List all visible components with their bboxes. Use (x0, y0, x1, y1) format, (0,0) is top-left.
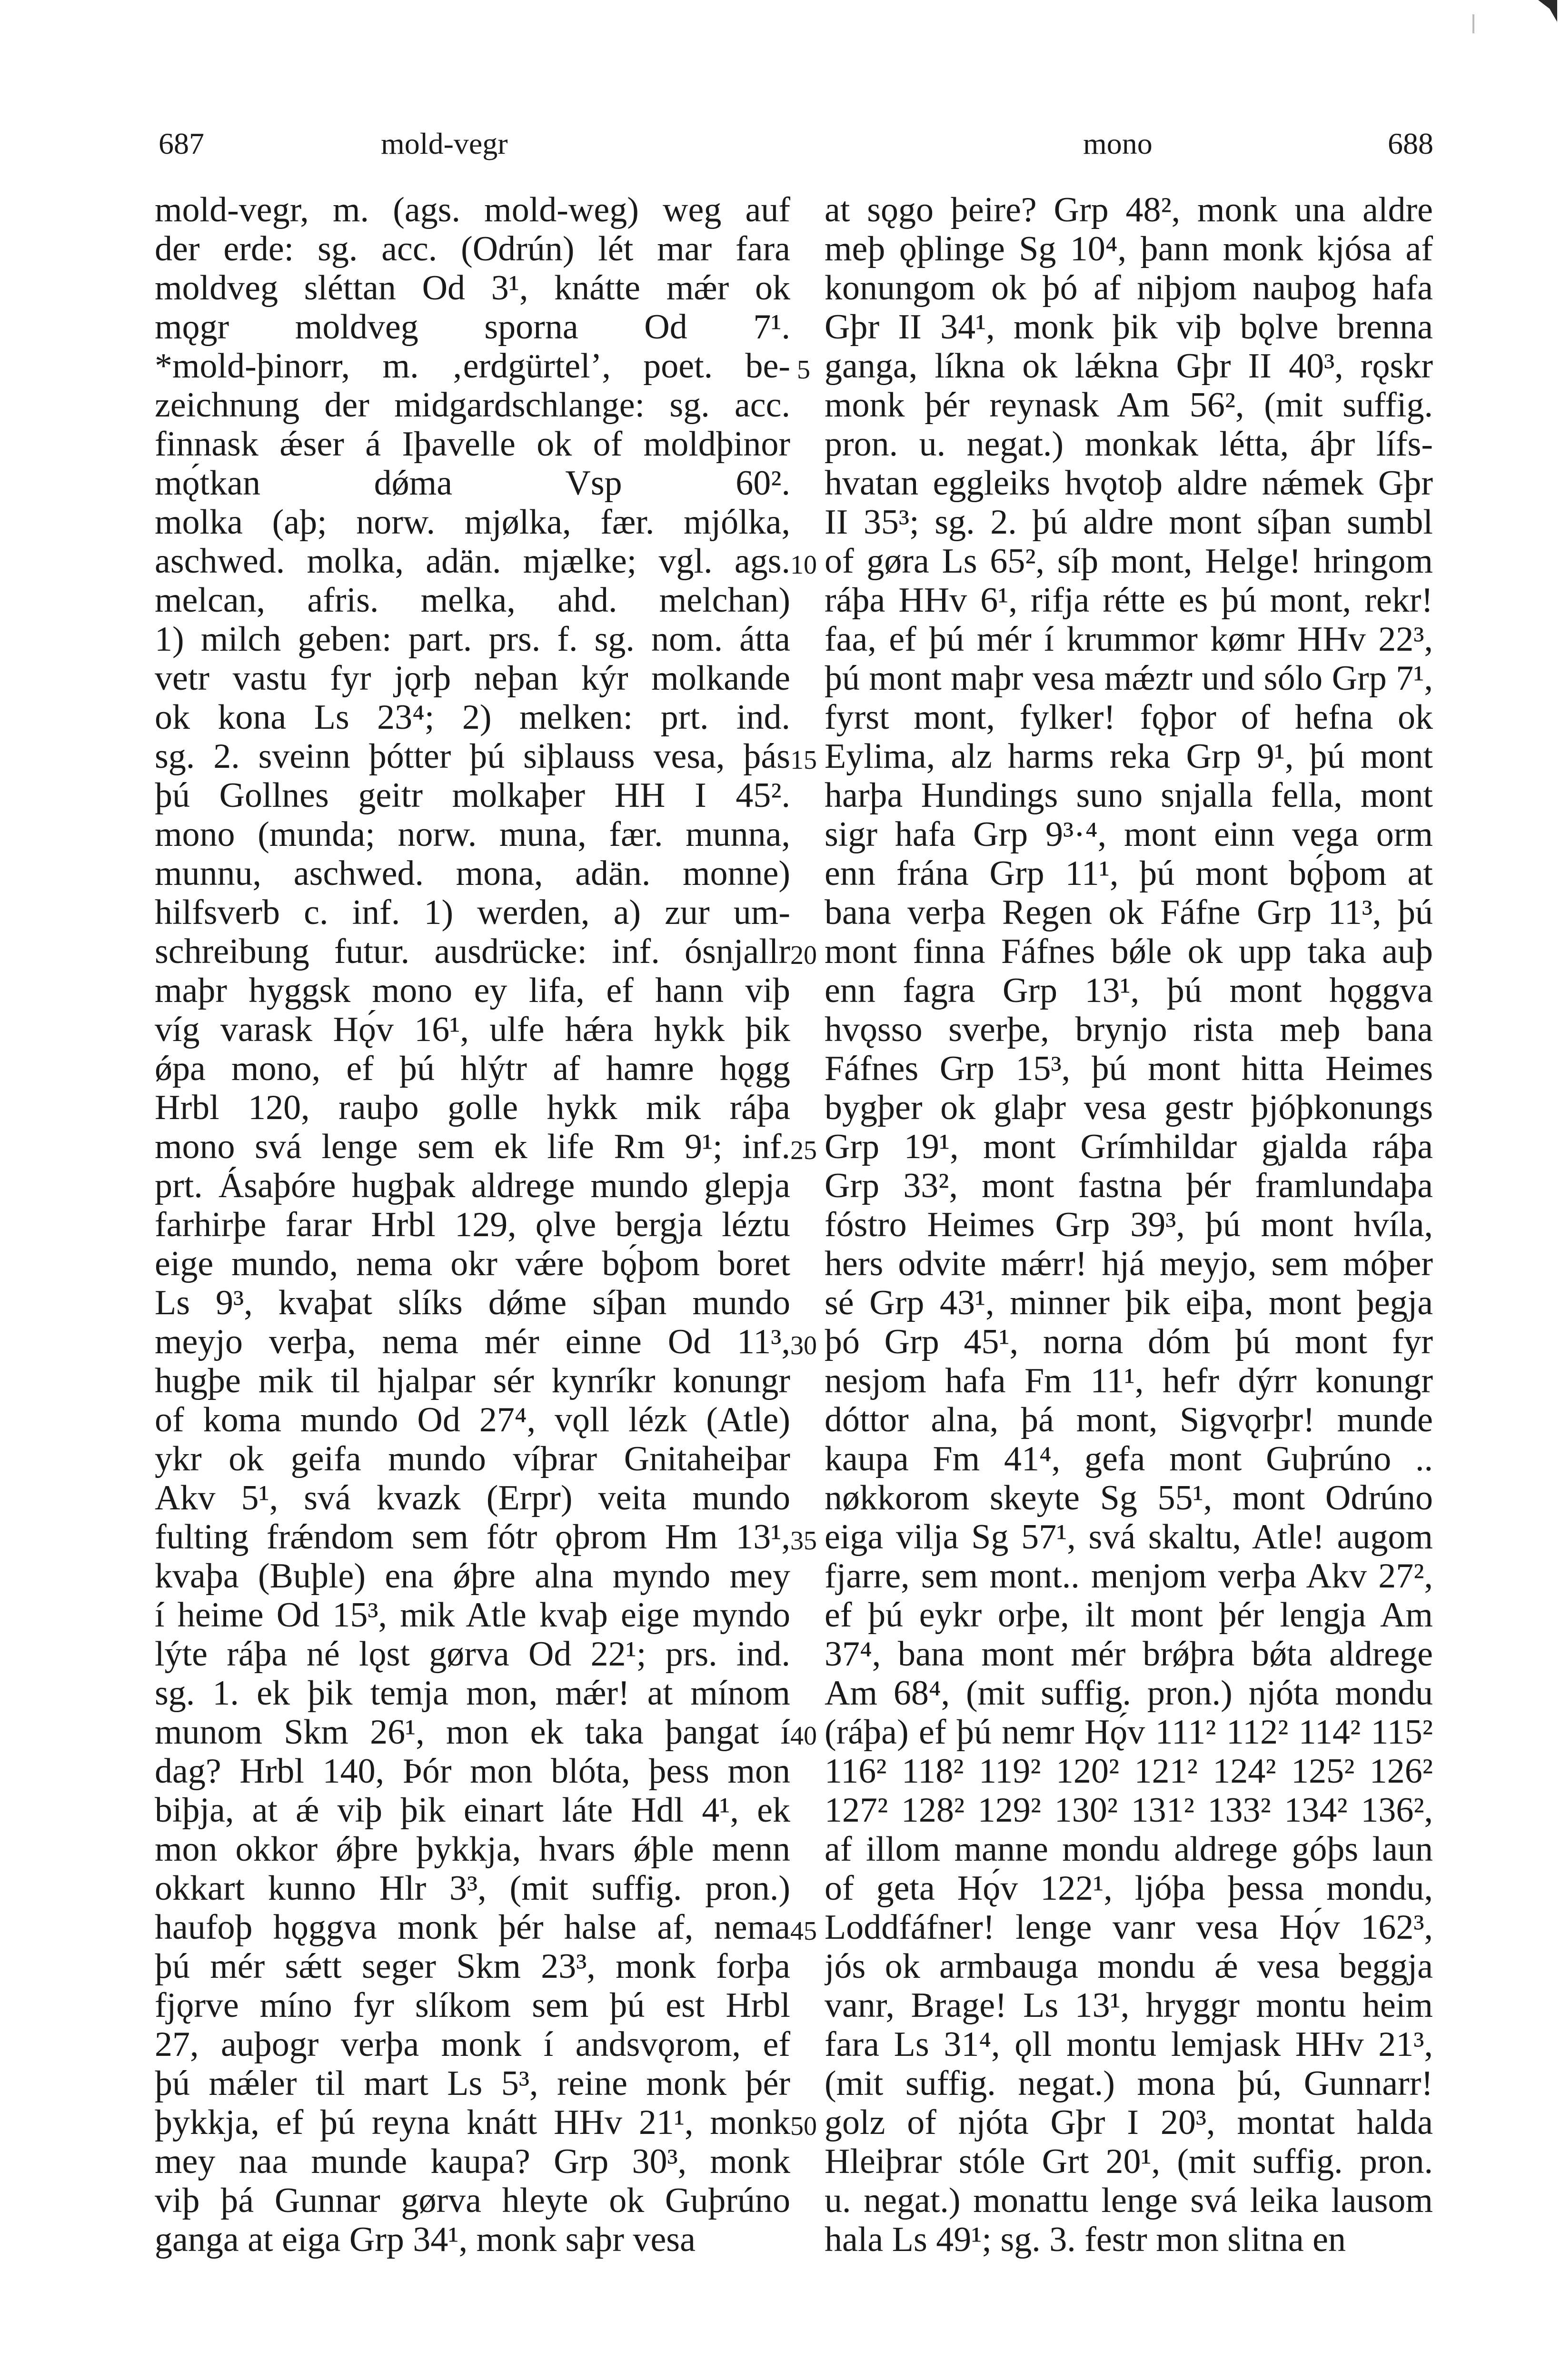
text-line: ef þú eykr orþe, ilt mont þér lengja Am (825, 1596, 1433, 1635)
text-line: kaupa Fm 41⁴, gefa mont Guþrúno .. (825, 1439, 1433, 1478)
text-line: II 35³; sg. 2. þú aldre mont síþan sumbl (825, 503, 1433, 542)
text-line: haufoþ hǫggva monk þér halse af, nema (155, 1908, 790, 1947)
text-line: nesjom hafa Fm 11¹, hefr dýrr konungr (825, 1361, 1433, 1400)
text-line: *mold-þinorr, m. ‚erdgürtel’, poet. be- (155, 347, 790, 386)
text-line: sg. 1. ek þik temja mon, mǽr! at mínom (155, 1674, 790, 1713)
text-line: eige mundo, nema okr vǽre bǫ́þom boret (155, 1244, 790, 1283)
text-line: þú mont maþr vesa mǽztr und sólo Grp 7¹, (825, 659, 1433, 698)
text-line: í heime Od 15³, mik Atle kvaþ eige myndo (155, 1596, 790, 1635)
text-line: mǫ́tkan dǿma Vsp 60². (155, 464, 790, 503)
text-line: biþja, at ǽ viþ þik einart láte Hdl 4¹, ek (155, 1791, 790, 1830)
text-line: eiga vilja Sg 57¹, svá skaltu, Atle! augom (825, 1517, 1433, 1557)
text-line: faa, ef þú mér í krummor kømr HHv 22³, (825, 620, 1433, 659)
text-line: Am 68⁴, (mit suffig. pron.) njóta mondu (825, 1674, 1433, 1713)
text-line: ganga, líkna ok lǽkna Gþr II 40³, rǫskr (825, 347, 1433, 386)
text-line: mono (munda; norw. muna, fær. munna, (155, 815, 790, 854)
text-line: Gþr II 34¹, monk þik viþ bǫlve brenna (825, 307, 1433, 347)
margin-line-number: 45 (790, 1916, 817, 1946)
text-line: viþ þá Gunnar gørva hleyte ok Guþrúno (155, 2181, 790, 2220)
text-line: vanr, Brage! Ls 13¹, hryggr montu heim (825, 1986, 1433, 2025)
text-line: Ls 9³, kvaþat slíks dǿme síþan mundo (155, 1283, 790, 1322)
text-line: mono svá lenge sem ek life Rm 9¹; inf. (155, 1127, 790, 1166)
text-line: melcan, afris. melka, ahd. melchan) (155, 581, 790, 620)
text-line: 37⁴, bana mont mér brǿþra bǿta aldrege (825, 1635, 1433, 1674)
text-line: enn frána Grp 11¹, þú mont bǫ́þom at (825, 854, 1433, 893)
text-line: pron. u. negat.) monkak létta, áþr lífs- (825, 425, 1433, 464)
text-line: zeichnung der midgardschlange: sg. acc. (155, 386, 790, 425)
text-line: þykkja, ef þú reyna knátt HHv 21¹, monk (155, 2103, 790, 2142)
text-line: of koma mundo Od 27⁴, vǫll lézk (Atle) (155, 1400, 790, 1439)
text-line: hers odvite mǽrr! hjá meyjo, sem móþer (825, 1244, 1433, 1283)
text-line: 127² 128² 129² 130² 131² 133² 134² 136², (825, 1791, 1433, 1830)
text-line: Grp 33², mont fastna þér framlundaþa (825, 1166, 1433, 1205)
text-line: of geta Hǫ́v 122¹, ljóþa þessa mondu, (825, 1869, 1433, 1908)
text-line: aschwed. molka, adän. mjælke; vgl. ags. (155, 542, 790, 581)
text-line: fulting frǽndom sem fótr ǫþrom Hm 13¹, (155, 1517, 790, 1557)
text-line: Fáfnes Grp 15³, þú mont hitta Heimes (825, 1049, 1433, 1088)
text-line: mold-vegr, m. (ags. mold-weg) weg auf (155, 190, 790, 229)
right-running-head: mono (1083, 127, 1153, 160)
text-line: hala Ls 49¹; sg. 3. festr mon slitna en (825, 2220, 1346, 2259)
margin-line-number: 10 (790, 550, 817, 580)
text-line: Hrbl 120, rauþo golle hykk mik ráþa (155, 1088, 790, 1127)
text-line: harþa Hundings suno snjalla fella, mont (825, 776, 1433, 815)
right-page-number: 688 (1388, 127, 1433, 160)
text-line: ok kona Ls 23⁴; 2) melken: prt. ind. (155, 698, 790, 737)
text-line: farhirþe farar Hrbl 129, ǫlve bergja léztu (155, 1205, 790, 1244)
text-line: fjǫrve míno fyr slíkom sem þú est Hrbl (155, 1986, 790, 2025)
text-line: fjarre, sem mont.. menjom verþa Akv 27², (825, 1557, 1433, 1596)
text-line: mont finna Fáfnes bǿle ok upp taka auþ (825, 932, 1433, 971)
text-line: munom Skm 26¹, mon ek taka þangat í (155, 1713, 790, 1752)
text-line: finnask ǽser á Iþavelle ok of moldþinor (155, 425, 790, 464)
text-line: ráþa HHv 6¹, rifja rétte es þú mont, rekr! (825, 581, 1433, 620)
text-line: ykr ok geifa mundo víþrar Gnitaheiþar (155, 1439, 790, 1478)
text-line: dóttor alna, þá mont, Sigvǫrþr! munde (825, 1400, 1433, 1439)
text-line: dag? Hrbl 140, Þór mon blóta, þess mon (155, 1752, 790, 1791)
right-column (825, 190, 1433, 2259)
text-line: konungom ok þó af niþjom nauþog hafa (825, 268, 1433, 307)
text-line: 1) milch geben: part. prs. f. sg. nom. átta (155, 620, 790, 659)
text-line: enn fagra Grp 13¹, þú mont hǫggva (825, 971, 1433, 1010)
text-line: Hleiþrar stóle Grt 20¹, (mit suffig. pron. (825, 2142, 1433, 2181)
text-line: ganga at eiga Grp 34¹, monk saþr vesa (155, 2220, 696, 2259)
margin-line-number: 35 (790, 1526, 817, 1556)
text-line: sigr hafa Grp 9³·⁴, mont einn vega orm (825, 815, 1433, 854)
margin-line-number: 25 (790, 1136, 817, 1165)
text-line: Eylima, alz harms reka Grp 9¹, þú mont (825, 737, 1433, 776)
text-line: sg. 2. sveinn þótter þú siþlauss vesa, þás (155, 737, 790, 776)
margin-line-number: 20 (790, 941, 817, 970)
text-line: víg varask Hǫ́v 16¹, ulfe hǽra hykk þik (155, 1010, 790, 1049)
margin-line-number: 30 (790, 1331, 817, 1360)
text-line: molka (aþ; norw. mjølka, fær. mjólka, (155, 503, 790, 542)
text-line: schreibung futur. ausdrücke: inf. ósnjallr (155, 932, 790, 971)
text-line: nøkkorom skeyte Sg 55¹, mont Odrúno (825, 1478, 1433, 1517)
margin-line-number: 15 (790, 745, 817, 775)
text-line: Loddfáfner! lenge vanr vesa Hǫ́v 162³, (825, 1908, 1433, 1947)
text-line: (mit suffig. negat.) mona þú, Gunnarr! (825, 2064, 1433, 2103)
text-line: munnu, aschwed. mona, adän. monne) (155, 854, 790, 893)
text-line: lýte ráþa né lǫst gørva Od 22¹; prs. ind. (155, 1635, 790, 1674)
text-line: ǿpa mono, ef þú hlýtr af hamre hǫgg (155, 1049, 790, 1088)
text-line: 116² 118² 119² 120² 121² 124² 125² 126² (825, 1752, 1433, 1791)
left-running-head: mold-vegr (381, 127, 508, 160)
scan-tick-mark (1472, 14, 1474, 33)
text-line: hugþe mik til hjalpar sér kynríkr konungr (155, 1361, 790, 1400)
text-line: golz of njóta Gþr I 20³, montat halda (825, 2103, 1433, 2142)
text-line: sé Grp 43¹, minner þik eiþa, mont þegja (825, 1283, 1433, 1322)
text-line: mǫgr moldveg sporna Od 7¹. (155, 307, 790, 347)
text-line: bygþer ok glaþr vesa gestr þjóþkonungs (825, 1088, 1433, 1127)
text-line: kvaþa (Buþle) ena ǿþre alna myndo mey (155, 1557, 790, 1596)
scan-corner-mark (1538, 0, 1557, 22)
text-line: þú Gollnes geitr molkaþer HH I 45². (155, 776, 790, 815)
text-line: hilfsverb c. inf. 1) werden, a) zur um- (155, 893, 790, 932)
text-line: (ráþa) ef þú nemr Hǫ́v 111² 112² 114² 115² (825, 1713, 1433, 1752)
text-line: mey naa munde kaupa? Grp 30³, monk (155, 2142, 790, 2181)
text-line: at sǫgo þeire? Grp 48², monk una aldre (825, 190, 1433, 229)
text-line: þó Grp 45¹, norna dóm þú mont fyr (825, 1322, 1433, 1361)
left-column (155, 190, 790, 2259)
text-line: maþr hyggsk mono ey lifa, ef hann viþ (155, 971, 790, 1010)
text-line: okkart kunno Hlr 3³, (mit suffig. pron.) (155, 1869, 790, 1908)
text-line: Akv 5¹, svá kvazk (Erpr) veita mundo (155, 1478, 790, 1517)
margin-line-number: 40 (790, 1721, 817, 1751)
text-line: meþ ǫþlinge Sg 10⁴, þann monk kjósa af (825, 229, 1433, 268)
text-line: þú mér sǽtt seger Skm 23³, monk forþa (155, 1947, 790, 1986)
margin-line-number: 5 (797, 355, 810, 385)
margin-line-number: 50 (790, 2112, 817, 2141)
left-page-number: 687 (159, 127, 204, 160)
text-line: meyjo verþa, nema mér einne Od 11³, (155, 1322, 790, 1361)
text-line: of gøra Ls 65², síþ mont, Helge! hringom (825, 542, 1433, 581)
text-line: hvǫsso sverþe, brynjo rista meþ bana (825, 1010, 1433, 1049)
text-line: moldveg sléttan Od 3¹, knátte mǽr ok (155, 268, 790, 307)
text-line: fyrst mont, fylker! fǫþor of hefna ok (825, 698, 1433, 737)
text-line: u. negat.) monattu lenge svá leika lausom (825, 2181, 1433, 2220)
text-line: af illom manne mondu aldrege góþs laun (825, 1830, 1433, 1869)
text-line: vetr vastu fyr jǫrþ neþan kýr molkande (155, 659, 790, 698)
text-line: mon okkor ǿþre þykkja, hvars ǿþle menn (155, 1830, 790, 1869)
text-line: Grp 19¹, mont Grímhildar gjalda ráþa (825, 1127, 1433, 1166)
text-line: bana verþa Regen ok Fáfne Grp 11³, þú (825, 893, 1433, 932)
text-line: jós ok armbauga mondu ǽ vesa beggja (825, 1947, 1433, 1986)
text-line: fara Ls 31⁴, ǫll montu lemjask HHv 21³, (825, 2025, 1433, 2064)
text-line: prt. Ásaþóre hugþak aldrege mundo glepja (155, 1166, 790, 1205)
text-line: der erde: sg. acc. (Odrún) lét mar fara (155, 229, 790, 268)
text-line: hvatan eggleiks hvǫtoþ aldre nǽmek Gþr (825, 464, 1433, 503)
text-line: þú mǽler til mart Ls 5³, reine monk þér (155, 2064, 790, 2103)
text-line: 27, auþogr verþa monk í andsvǫrom, ef (155, 2025, 790, 2064)
text-line: fóstro Heimes Grp 39³, þú mont hvíla, (825, 1205, 1433, 1244)
text-line: monk þér reynask Am 56², (mit suffig. (825, 386, 1433, 425)
